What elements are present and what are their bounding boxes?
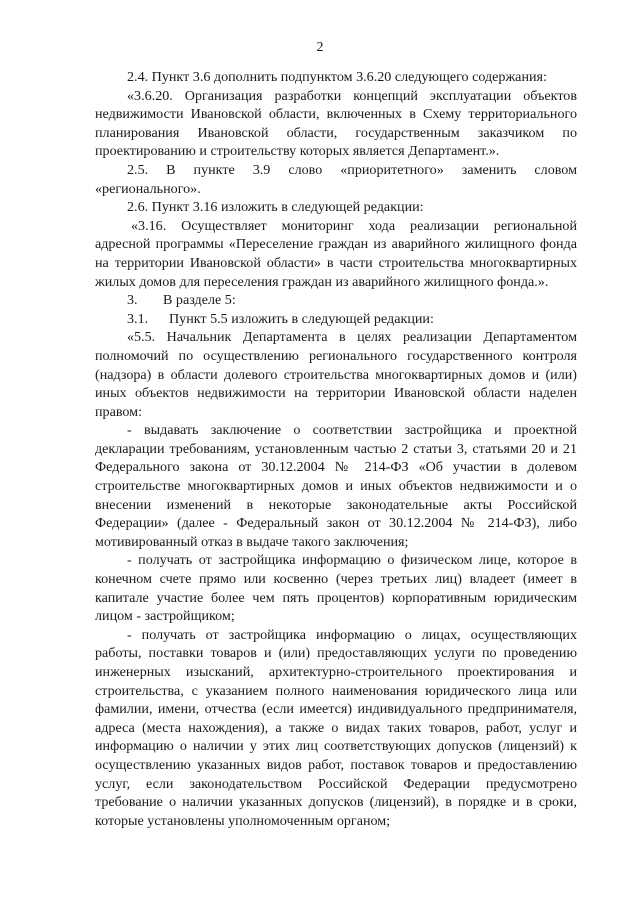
- paragraph-right-contractors: - получать от застройщика информацию о лицах, осуществляющих работы, поставки товаров и (или) предоставляющих услуги по проведению инженерных изысканий, архитектурно-строительного проектирования и строительства, с указанием полного наименования юридического лица или фамилии, имени, отчества (если имеется) индивидуального предпринимателя, адреса (места нахождения), а также о видах таких товаров, работ, услуг и информацию о наличии у этих лиц соответствующих допусков (лицензий) к осуществлению указанных видов работ, поставок товаров и предоставлению услуг, если законодательством Российской Федерации предусмотрено требование о наличии указанных допусков (лицензий), в порядке и в сроки, которые установлены уполномоченным органом;: [95, 626, 577, 829]
- document-body: [95, 68, 577, 830]
- paragraph-5-5-quote: «5.5. Начальник Департамента в целях реализации Департаментом полномочий по осуществлению регионального государственного контроля (надзора) в области долевого строительства многоквартирных домов и (или) иных объектов недвижимости на территории Ивановской области наделен правом:: [95, 329, 577, 420]
- list-item-number: 3.: [127, 292, 138, 309]
- paragraph-2-6: 2.6. Пункт 3.16 изложить в следующей редакции:: [127, 199, 424, 216]
- list-item-number: 3.1.: [127, 310, 149, 327]
- list-item-text: В разделе 5:: [163, 292, 236, 309]
- paragraph-2-4: 2.4. Пункт 3.6 дополнить подпунктом 3.6.20 следующего содержания:: [127, 69, 547, 85]
- paragraph-right-conclusion: - выдавать заключение о соответствии застройщика и проектной декларации требованиям, установленным частью 2 статьи 3, статьями 20 и 21 Федерального закона от 30.12.2004 № 214-ФЗ «Об участии в долевом строительстве многоквартирных домов и иных объектов недвижимости и о внесении изменений в некоторые законодательные акты Российской Федерации» (далее - Федеральный закон от 30.12.2004 № 214-ФЗ), либо мотивированный отказ в выдаче такого заключения;: [95, 422, 577, 550]
- list-item-section-3-1: [95, 310, 577, 329]
- paragraph-2-5: 2.5. В пункте 3.9 слово «приоритетного» заменить словом «регионального».: [95, 161, 577, 197]
- paragraph-right-physical-person: - получать от застройщика информацию о физическом лице, которое в конечном счете прямо или косвенно (через третьих лиц) владеет (имеет в капитале участие более чем пять процентов) корпоративным юридическим лицом - застройщиком;: [95, 552, 577, 625]
- paragraph-3-16-quote: «3.16. Осуществляет мониторинг хода реализации региональной адресной программы «Переселение граждан из аварийного жилищного фонда на территории Ивановской области» в части строительства многоквартирных жилых домов для переселения граждан из аварийного жилищного фонда.».: [95, 217, 577, 290]
- paragraph-3-6-20-quote: «3.6.20. Организация разработки концепций эксплуатации объектов недвижимости Ивановской области, включенных в Схему территориального планирования Ивановской области, государственным заказчиком по проектированию и строительству которых является Департамент.».: [95, 87, 577, 160]
- list-item-section-3: [95, 291, 577, 310]
- page-number: 2: [316, 40, 324, 55]
- list-item-text: Пункт 5.5 изложить в следующей редакции:: [169, 310, 434, 327]
